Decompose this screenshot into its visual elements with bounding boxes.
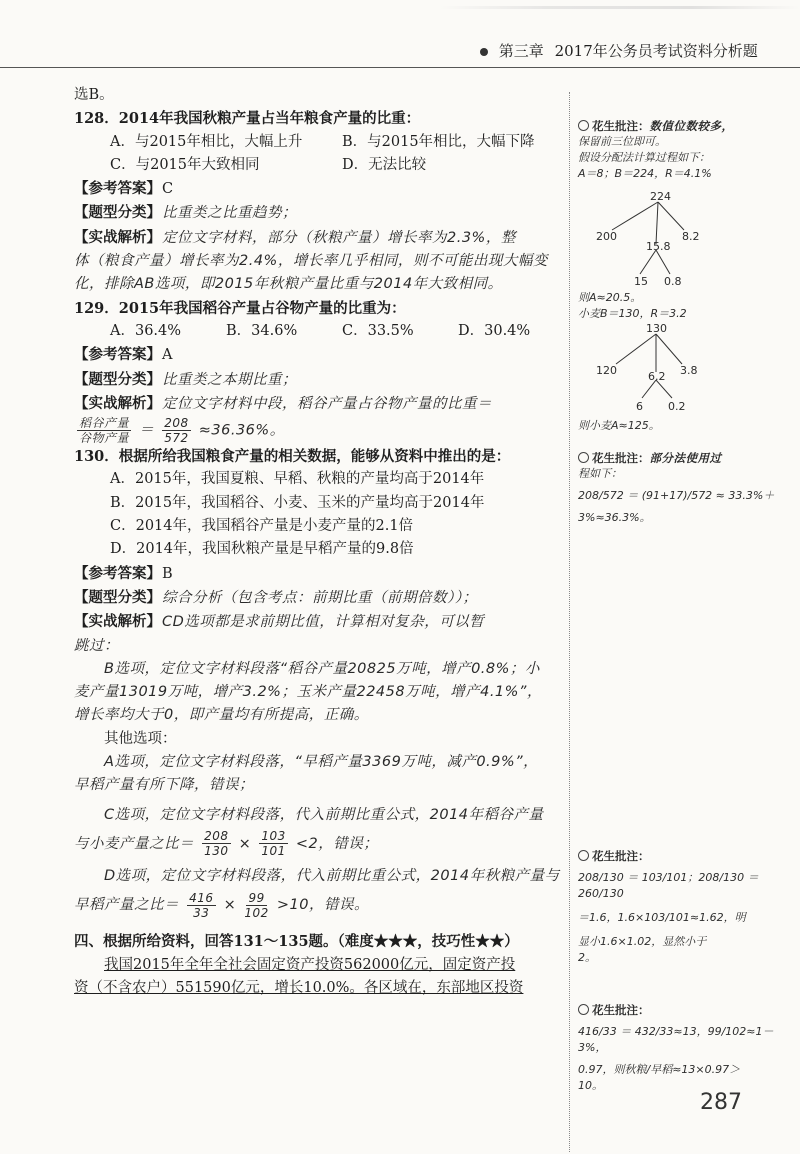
q128-stem: 128．2014年我国秋粮产量占当年粮食产量的比重： — [74, 110, 421, 128]
q130-option-d: D．2014年，我国秋粮产量是早稻产量的9.8倍 — [110, 541, 414, 558]
q129-exp-label: 【实战解析】 — [74, 394, 161, 412]
passage-line1: 我国2015年全年全社会固定资产投资562000亿元，固定资产投 — [104, 956, 516, 973]
side-note-2: 花生批注：部分法使用过 程如下： 208/572 ＝ (91+17)/572 ≈ 33.3%＋ 3%≈36.3%。 — [578, 451, 775, 524]
lead-text: 选B。 — [74, 87, 114, 103]
q130-type: 综合分析（包含考点：前期比重（前期倍数））； — [162, 589, 478, 606]
q129-type-label: 【题型分类】 — [74, 370, 161, 388]
peanut-note-icon — [578, 452, 589, 463]
q128-options-row2 — [74, 154, 564, 177]
q130-d-fraction1: $\frac{416}{33}$ — [189, 890, 214, 920]
header-chapter: 第三章 — [498, 42, 544, 60]
q129-answer-label: 【参考答案】 — [74, 346, 161, 364]
q129-options — [74, 320, 564, 343]
q130-c-fraction1: $\frac{208}{130}$ — [204, 829, 229, 859]
tree2-left: 120 — [596, 364, 617, 377]
q129-exp-line2: $\frac{\text{稻谷产量}}{\text{谷物产量}}$ ＝ $\frac{208}{572}$ ≈36.36%。 — [79, 416, 285, 446]
q129-option-a: A．36.4% — [110, 322, 182, 339]
q129-type: 比重类之本期比重； — [162, 371, 297, 388]
q130-d-line2: 早稻产量之比＝ $\frac{416}{33}$ × $\frac{99}{102}$ >10，错误。 — [74, 890, 370, 920]
q129-stem: 129．2015年我国稻谷产量占谷物产量的比重为： — [74, 299, 406, 317]
q128-exp-label: 【实战解析】 — [74, 228, 161, 246]
tree1-mid: 15.8 — [646, 240, 671, 253]
passage-line2: 资（不含农户）551590亿元，增长10.0%。各区域在，东部地区投资 — [74, 979, 524, 996]
q129-word-fraction: $\frac{\text{稻谷产量}}{\text{谷物产量}}$ — [79, 416, 130, 446]
tree1-mid-right: 0.8 — [664, 275, 682, 288]
q130-other-options: 其他选项： — [104, 730, 177, 747]
side-note-1b: 则A≈20.5。 小麦B＝130，R＝3.2 — [578, 291, 687, 320]
peanut-note-icon — [578, 850, 589, 861]
section-4-heading: 四、根据所给资料，回答131～135题。（难度★★★，技巧性★★） — [74, 933, 519, 951]
q130-option-a: A．2015年，我国夏粮、早稻、秋粮的产量均高于2014年 — [110, 471, 485, 488]
tree2-mid-left: 6 — [636, 400, 643, 412]
tree1-mid-left: 15 — [634, 275, 648, 288]
header-title: 2017年公务员考试资料分析题 — [554, 42, 758, 60]
q130-exp-line1: CD选项都是求前期比值，计算相对复杂，可以暂 — [162, 614, 485, 631]
q129-exp-line1: 定位文字材料中段，稻谷产量占谷物产量的比重＝ — [162, 395, 492, 412]
page-number: 287 — [700, 1090, 742, 1115]
q129-option-c: C．33.5% — [342, 322, 414, 339]
tree1-root: 224 — [650, 190, 671, 203]
q130-b-line1: B选项，定位文字材料段落“稻谷产量20825万吨，增产0.8%；小 — [104, 660, 540, 677]
q130-option-c: C．2014年，我国稻谷产量是小麦产量的2.1倍 — [110, 518, 414, 535]
q128-options-row1 — [74, 131, 564, 154]
side-note-3: 花生批注： 208/130 ＝ 103/101；208/130 ＝ 260/130 ＝1.6，1.6×103/101≈1.62，明 显小1.6×1.02，显然小于 2。 — [578, 849, 759, 964]
q128-answer-label: 【参考答案】 — [74, 180, 161, 198]
side-note-4: 花生批注： 416/33 ＝ 432/33≈13，99/102≈1－3%， 0.97，则秋粮/早稻≈13×0.97＞ 10。 — [578, 1003, 774, 1092]
q130-option-b: B．2015年，我国稻谷、小麦、玉米的产量均高于2014年 — [110, 494, 485, 511]
header-bullet-icon — [480, 48, 488, 56]
margin-divider — [569, 92, 570, 1152]
peanut-note-icon — [578, 1004, 589, 1015]
running-header — [480, 40, 800, 61]
q130-d-line1: D选项，定位文字材料段落，代入前期比重公式，2014年秋粮产量与 — [104, 867, 560, 884]
q128-exp-line3: 化，排除AB选项，即2015年秋粮产量比重与2014年大致相同。 — [74, 276, 503, 293]
q128-type-label: 【题型分类】 — [74, 204, 161, 222]
main-column — [74, 84, 564, 1000]
q130-stem: 130．根据所给我国粮食产量的相关数据，能够从资料中推出的是： — [74, 448, 511, 466]
q128-option-a: A．与2015年相比，大幅上升 — [110, 133, 303, 150]
q130-c-line2: 与小麦产量之比＝ $\frac{208}{130}$ × $\frac{103}{101}$ <2，错误； — [74, 829, 379, 859]
tree2-mid-right: 0.2 — [668, 400, 686, 412]
split-tree-2 — [590, 322, 720, 412]
q130-b-line2: 麦产量13019万吨，增产3.2%；玉米产量22458万吨，增产4.1%”， — [74, 684, 542, 701]
side-note-1: 花生批注：数值位数较多， 保留前三位即可。 假设分配法计算过程如下： A＝8；B＝224，R＝4.1% — [578, 119, 734, 180]
q130-answer-label: 【参考答案】 — [74, 564, 161, 582]
split-tree-1 — [590, 188, 720, 288]
q130-b-line3: 增长率均大于0，即产量均有所提高，正确。 — [74, 707, 369, 724]
q128-exp-line2: 体（粮食产量）增长率为2.4%，增长率几乎相同，则不可能出现大幅变 — [74, 253, 548, 270]
q130-d-fraction2: $\frac{99}{102}$ — [244, 890, 269, 920]
q128-answer: C — [162, 181, 174, 198]
tree2-mid: 6.2 — [648, 370, 666, 383]
q128-option-d: D．无法比较 — [342, 156, 427, 173]
tree2-right: 3.8 — [680, 364, 698, 377]
q128-type: 比重类之比重趋势； — [162, 205, 297, 222]
tree2-root: 130 — [646, 322, 667, 335]
q128-option-b: B．与2015年相比，大幅下降 — [342, 133, 535, 150]
scan-artifact — [440, 6, 800, 9]
peanut-note-icon — [578, 120, 589, 131]
q128-option-c: C．与2015年大致相同 — [110, 156, 260, 173]
q128-exp-line1: 定位文字材料，部分（秋粮产量）增长率为2.3%，整 — [162, 229, 516, 246]
q129-option-d: D．30.4% — [458, 322, 531, 339]
q130-answer: B — [162, 565, 173, 582]
q130-a-line2: 早稻产量有所下降，错误； — [74, 777, 254, 794]
q130-type-label: 【题型分类】 — [74, 588, 161, 606]
tree1-right: 8.2 — [682, 230, 700, 243]
q129-answer: A — [162, 347, 173, 364]
side-note-1c: 则小麦A≈125。 — [578, 419, 660, 432]
q130-c-line1: C选项，定位文字材料段落，代入前期比重公式，2014年稻谷产量 — [104, 806, 544, 823]
q130-exp-label: 【实战解析】 — [74, 613, 161, 631]
header-rule — [0, 67, 800, 68]
q129-option-b: B．34.6% — [226, 322, 298, 339]
q129-number-fraction: $\frac{208}{572}$ — [164, 416, 189, 446]
q130-exp-line2: 跳过： — [74, 637, 119, 654]
q130-a-line1: A选项，定位文字材料段落，“早稻产量3369万吨，减产0.9%”， — [104, 754, 539, 771]
tree1-left: 200 — [596, 230, 617, 243]
q130-c-fraction2: $\frac{103}{101}$ — [261, 829, 286, 859]
